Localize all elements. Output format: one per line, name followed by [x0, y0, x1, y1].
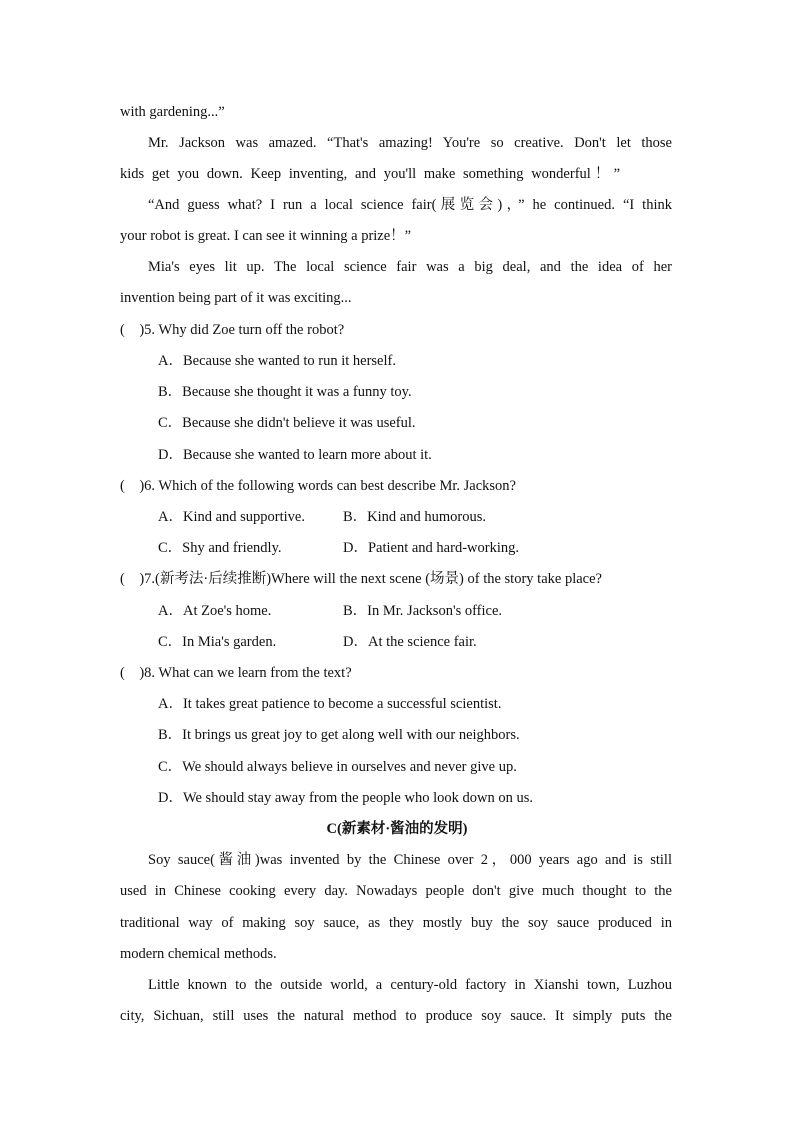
passage-line: “And guess what? I run a local science fair(展览会)，” he continued. “I think	[148, 197, 672, 213]
question-stem: ( )8. What can we learn from the text?	[120, 665, 352, 681]
passage-line: Soy sauce(酱油)was invented by the Chinese over 2，000 years ago and is still	[148, 852, 672, 868]
question-stem: ( )5. Why did Zoe turn off the robot?	[120, 322, 345, 338]
question-option: B．In Mr. Jackson's office.	[343, 603, 503, 619]
passage-line: kids get you down. Keep inventing, and you'll make something wonderful！”	[120, 166, 620, 182]
question-option: B．It brings us great joy to get along well with our neighbors.	[158, 727, 520, 743]
question-option: A．Because she wanted to run it herself.	[158, 353, 396, 369]
question-option: D．Because she wanted to learn more about it.	[158, 447, 432, 463]
passage-line: city, Sichuan, still uses the natural method to produce soy sauce. It simply puts the	[120, 1008, 672, 1024]
question-option: B．Kind and humorous.	[343, 509, 486, 525]
question-stem: ( )7.(新考法·后续推断)Where will the next scene (场景) of the story take place?	[120, 571, 602, 587]
question-option: D．We should stay away from the people who look down on us.	[158, 790, 533, 806]
question-option: D．At the science fair.	[343, 634, 477, 650]
passage-line: invention being part of it was exciting...	[120, 290, 352, 306]
question-option: C．We should always believe in ourselves and never give up.	[158, 759, 517, 775]
passage-line: your robot is great. I can see it winning a prize！”	[120, 228, 412, 244]
passage-line: Mia's eyes lit up. The local science fair was a big deal, and the idea of her	[148, 259, 672, 275]
question-option: A．Kind and supportive.	[158, 509, 305, 525]
question-stem: ( )6. Which of the following words can best describe Mr. Jackson?	[120, 478, 516, 494]
question-option: A．At Zoe's home.	[158, 603, 272, 619]
passage-line: modern chemical methods.	[120, 946, 277, 962]
question-option: A．It takes great patience to become a successful scientist.	[158, 696, 502, 712]
question-option: C．Shy and friendly.	[158, 540, 282, 556]
passage-line: Little known to the outside world, a century-old factory in Xianshi town, Luzhou	[148, 977, 672, 993]
passage-line: Mr. Jackson was amazed. “That's amazing! You're so creative. Don't let those	[148, 135, 672, 151]
passage-line: with gardening...”	[120, 104, 225, 120]
passage-line: traditional way of making soy sauce, as they mostly buy the soy sauce produced in	[120, 915, 672, 931]
section-heading: C(新素材·酱油的发明)	[326, 821, 468, 837]
passage-line: used in Chinese cooking every day. Nowadays people don't give much thought to the	[120, 883, 672, 899]
question-option: B．Because she thought it was a funny toy.	[158, 384, 412, 400]
question-option: C．Because she didn't believe it was useful.	[158, 415, 416, 431]
question-option: C．In Mia's garden.	[158, 634, 277, 650]
question-option: D．Patient and hard-working.	[343, 540, 519, 556]
